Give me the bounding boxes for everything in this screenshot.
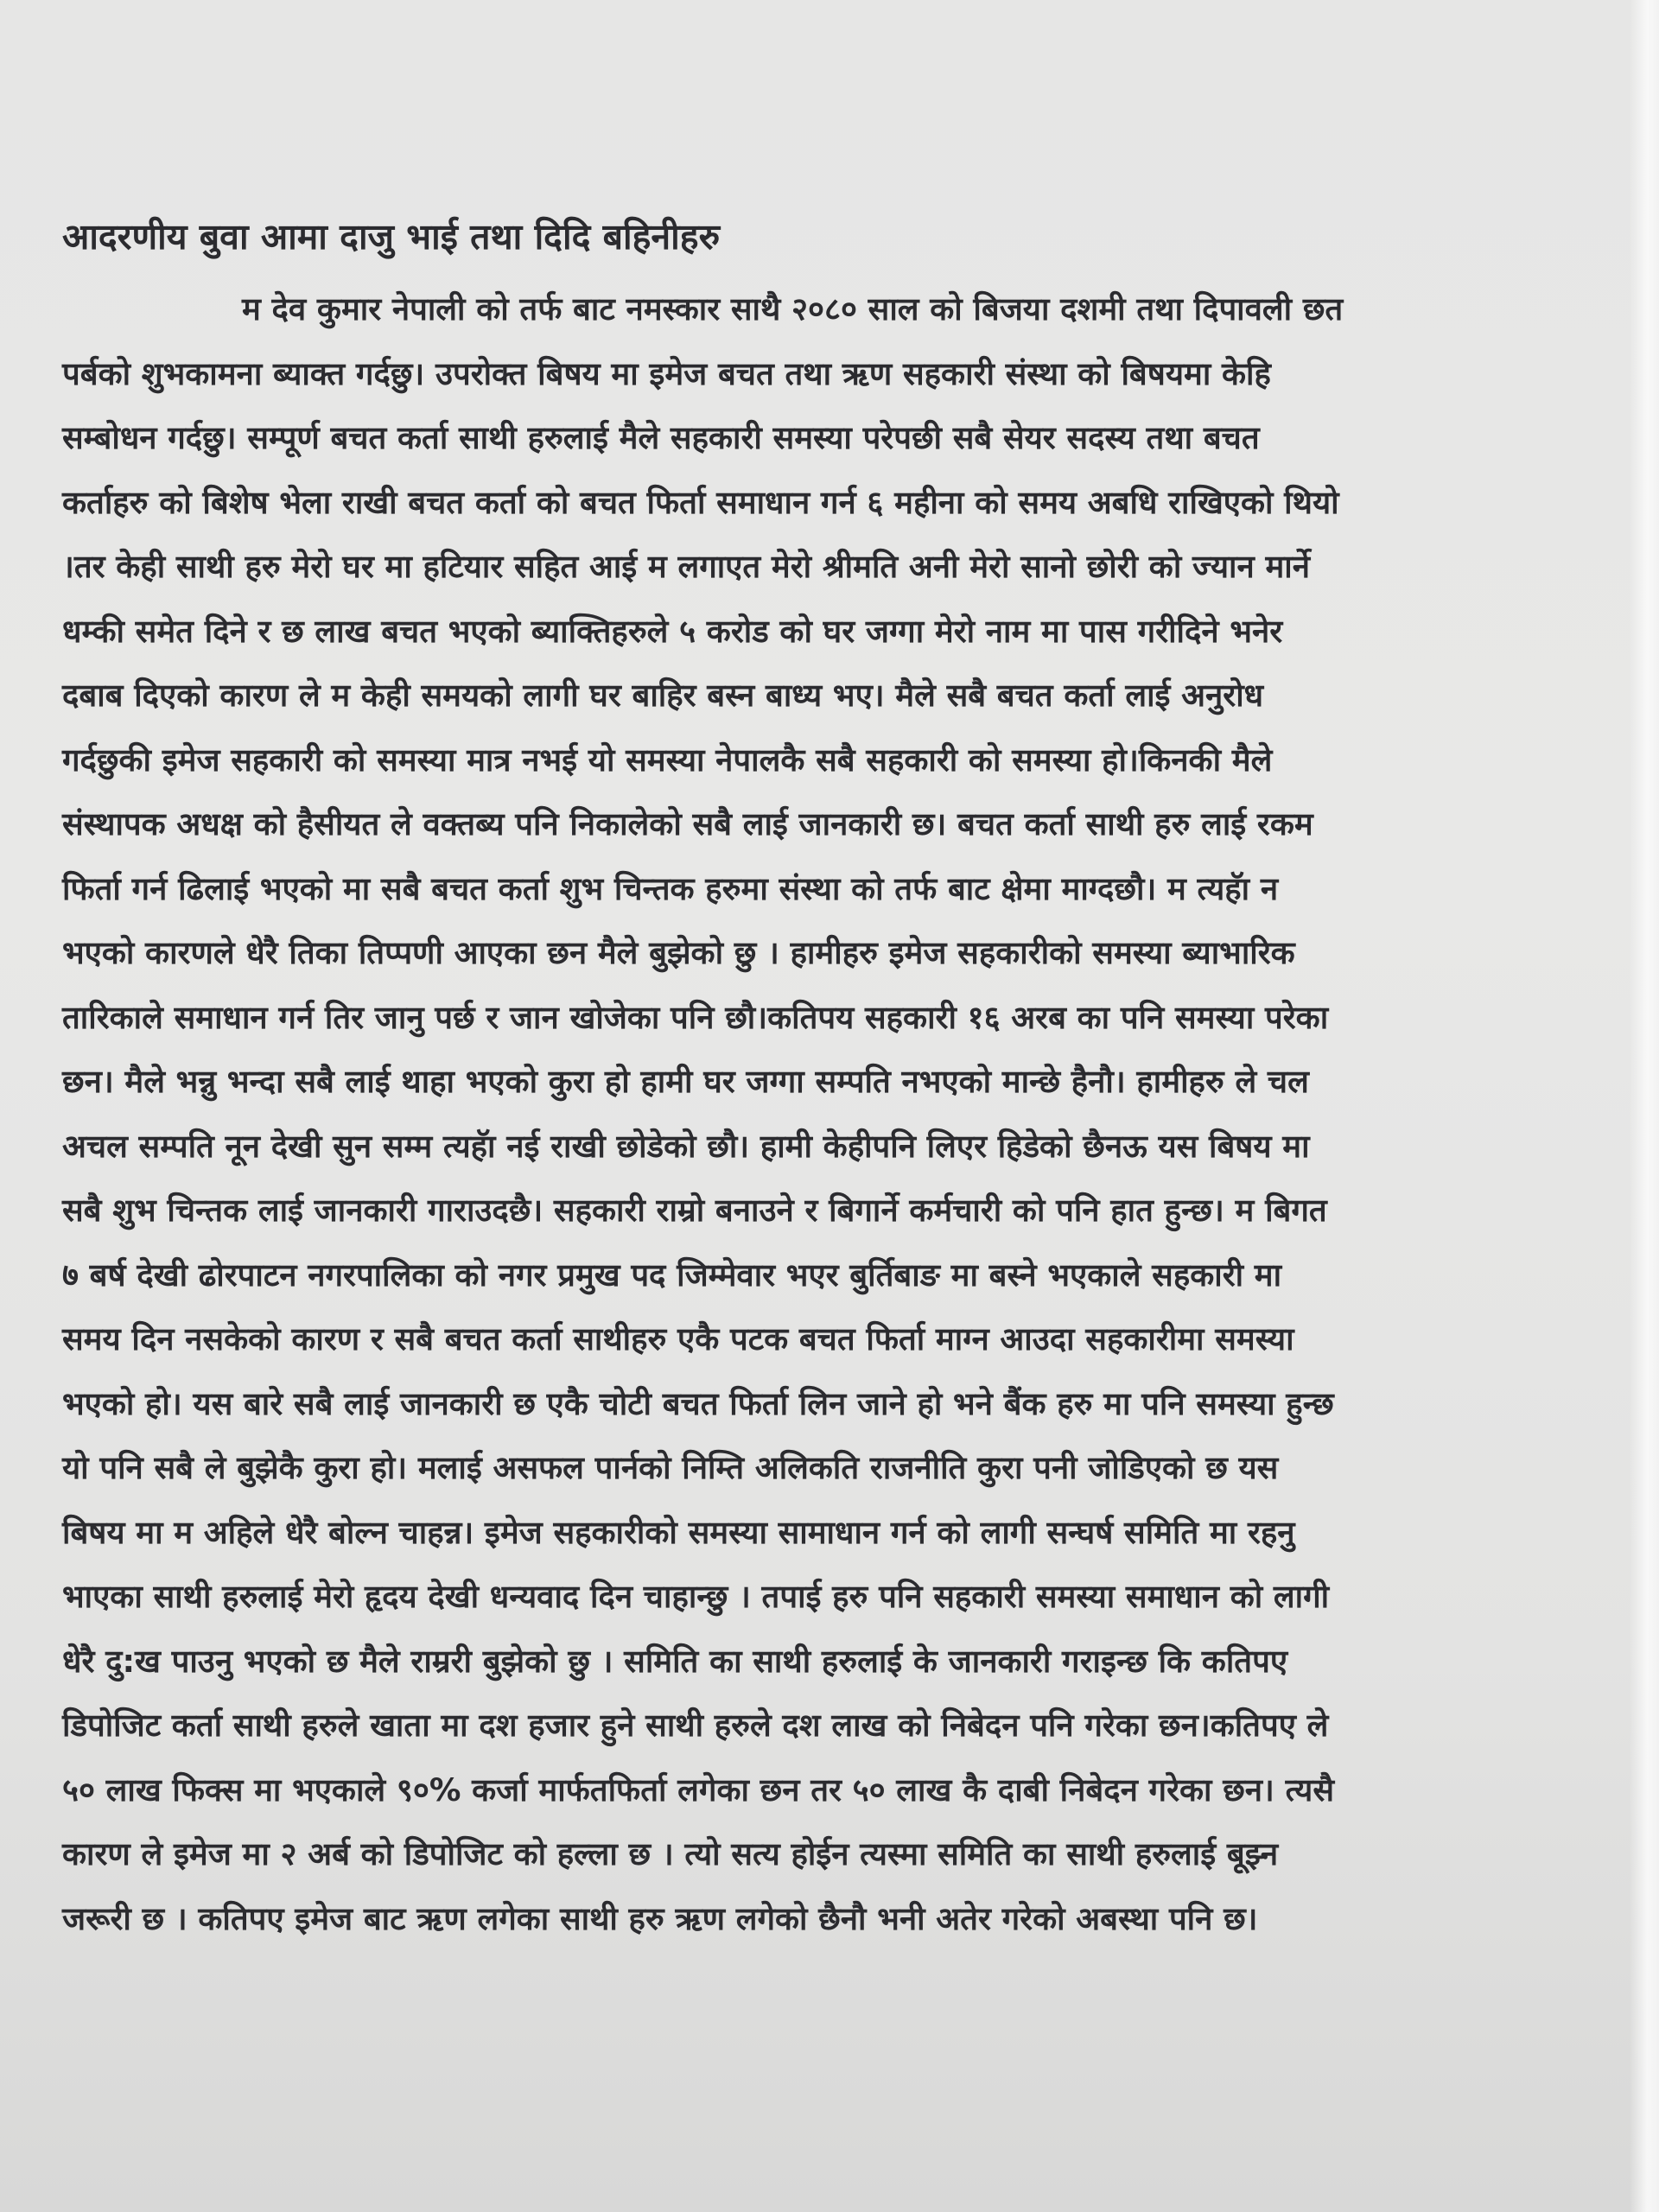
text-line: अचल सम्पति नून देखी सुन सम्म त्यहॅा नई राखी छोडेको छौ। हामी केहीपनि लिएर हिडेको छैनऊ यस बिषय मा: [62, 1127, 1310, 1165]
text-line: ७ बर्ष देखी ढोरपाटन नगरपालिका को नगर प्रमुख पद जिम्मेवार भएर बुर्तिबाङ मा बस्ने भएकाले सहकारी मा: [62, 1255, 1282, 1294]
text-line: जरूरी छ । कतिपए इमेज बाट ऋण लगेका साथी हरु ऋण लगेको छैनौ भनी अतेर गरेको अबस्था पनि छ।: [62, 1899, 1258, 1937]
text-line: भाएका साथी हरुलाई मेरो हृदय देखी धन्यवाद दिन चाहान्छु । तपाई हरु पनि सहकारी समस्या समाधान को लागी: [62, 1578, 1330, 1615]
salutation: आदरणीय बुवा आमा दाजु भाई तथा दिदि बहिनीहरु: [62, 216, 721, 257]
text-line: धम्की समेत दिने र छ लाख बचत भएको ब्याक्तिहरुले ५ करोड को घर जग्गा मेरो नाम मा पास गरीदिने भनेर: [62, 612, 1283, 650]
text-line: म देव कुमार नेपाली को तर्फ बाट नमस्कार साथै २०८० साल को बिजया दशमी तथा दिपावली छत: [242, 290, 1344, 327]
letter-body: [62, 203, 1609, 1951]
text-line: पर्बको शुभकामना ब्याक्त गर्दछु। उपरोक्त बिषय मा इमेज बचत तथा ऋण सहकारी संस्था को बिषयमा केहि: [62, 354, 1271, 392]
text-line: यो पनि सबै ले बुझेकै कुरा हो। मलाई असफल पार्नको निम्ति अलिकति राजनीति कुरा पनी जोडिएको छ यस: [62, 1449, 1279, 1486]
text-line: भएको कारणले धेरै तिका तिप्पणी आएका छन मैले बुझेको छु । हामीहरु इमेज सहकारीको समस्या ब्याभारिक: [62, 934, 1295, 971]
text-line: तारिकाले समाधान गर्न तिर जानु पर्छ र जान खोजेका पनि छौ।कतिपय सहकारी १६ अरब का पनि समस्या परेका: [62, 998, 1329, 1036]
text-line: दबाब दिएको कारण ले म केही समयको लागी घर बाहिर बस्न बाध्य भए। मैले सबै बचत कर्ता लाई अनुरोध: [62, 677, 1264, 714]
text-line: फिर्ता गर्न ढिलाई भएको मा सबै बचत कर्ता शुभ चिन्तक हरुमा संस्था को तर्फ बाट क्षेमा माग्दछौ। म त्यहॅा न: [62, 869, 1279, 907]
text-line: कर्ताहरु को बिशेष भेला राखी बचत कर्ता को बचत फिर्ता समाधान गर्न ६ महीना को समय अबधि राखिएको थियो: [62, 483, 1339, 521]
text-line: ।तर केही साथी हरु मेरो घर मा हटियार सहित आई म लगाएत मेरो श्रीमति अनी मेरो सानो छोरी को ज्यान मार्ने: [62, 548, 1311, 585]
text-line: बिषय मा म अहिले धेरै बोल्न चाहन्न। इमेज सहकारीको समस्या सामाधान गर्न को लागी सन्घर्ष समिति मा रहनु: [62, 1513, 1295, 1551]
text-line: गर्दछुकी इमेज सहकारी को समस्या मात्र नभई यो समस्या नेपालकै सबै सहकारी को समस्या हो।किनकी मैले: [62, 741, 1273, 779]
text-line: भएको हो। यस बारे सबै लाई जानकारी छ एकै चोटी बचत फिर्ता लिन जाने हो भने बैंक हरु मा पनि समस्या हुन्छ: [62, 1384, 1334, 1422]
text-line: सम्बोधन गर्दछु। सम्पूर्ण बचत कर्ता साथी हरुलाई मैले सहकारी समस्या परेपछी सबै सेयर सदस्य तथा बचत: [62, 419, 1260, 456]
text-line: संस्थापक अधक्ष को हैसीयत ले वक्तब्य पनि निकालेको सबै लाई जानकारी छ। बचत कर्ता साथी हरु लाई रकम: [62, 805, 1313, 842]
text-line: ५० लाख फिक्स मा भएकाले ९०% कर्जा मार्फतफिर्ता लगेका छन तर ५० लाख कै दाबी निबेदन गरेका छन। त्यसै: [62, 1770, 1335, 1808]
text-line: धेरै दु:ख पाउनु भएको छ मैले राम्ररी बुझेको छु । समिति का साथी हरुलाई के जानकारी गराइन्छ कि कतिपए: [62, 1642, 1288, 1680]
text-line: डिपोजिट कर्ता साथी हरुले खाता मा दश हजार हुने साथी हरुले दश लाख को निबेदन पनि गरेका छन।कतिपए ले: [62, 1707, 1329, 1744]
text-line: कारण ले इमेज मा २ अर्ब को डिपोजिट को हल्ला छ । त्यो सत्य होईन त्यस्मा समिति का साथी हरुलाई बूझ्न: [62, 1835, 1279, 1872]
text-line: छन। मैले भन्नु भन्दा सबै लाई थाहा भएको कुरा हो हामी घर जग्गा सम्पति नभएको मान्छे हैनौ। हामीहरु ले चल: [62, 1063, 1309, 1100]
text-line: समय दिन नसकेको कारण र सबै बचत कर्ता साथीहरु एकै पटक बचत फिर्ता माग्न आउदा सहकारीमा समस्या: [62, 1320, 1294, 1357]
text-line: सबै शुभ चिन्तक लाई जानकारी गाराउदछै। सहकारी राम्रो बनाउने र बिगार्ने कर्मचारी को पनि हात हुन्छ। म बिगत: [62, 1192, 1327, 1229]
